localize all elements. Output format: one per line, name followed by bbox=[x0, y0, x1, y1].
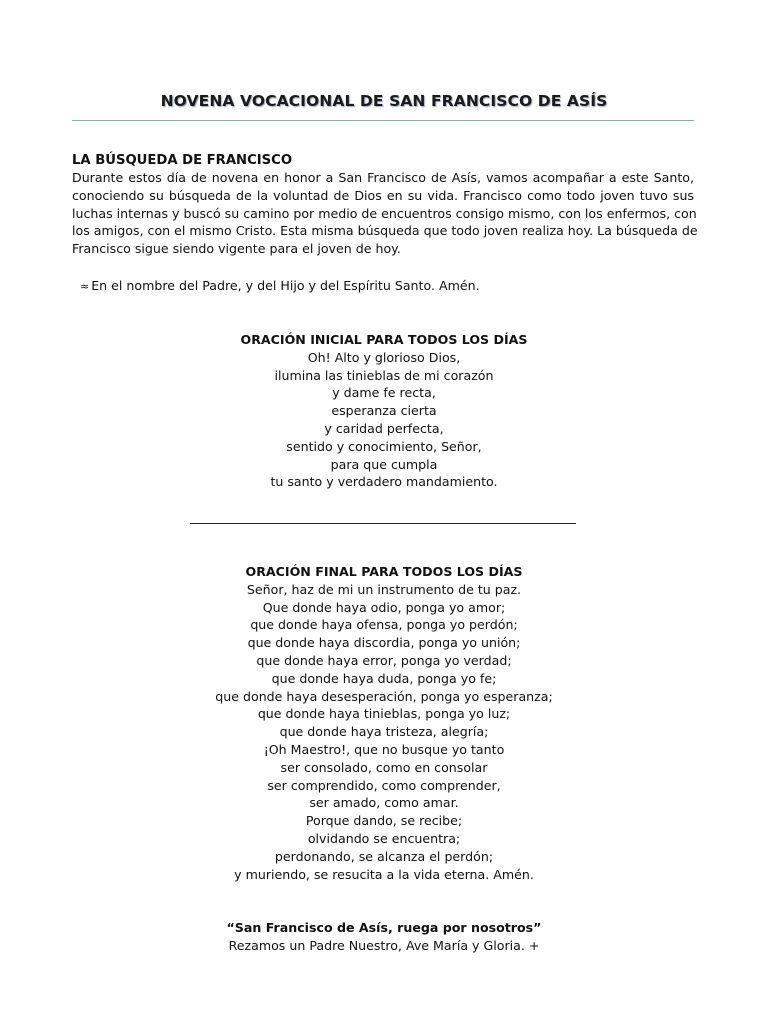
prayer-line: esperanza cierta bbox=[331, 403, 437, 419]
section-divider bbox=[190, 523, 576, 524]
prayer-line: ser comprendido, como comprender, bbox=[267, 777, 501, 793]
prayer-line: Señor, haz de mi un instrumento de tu paz. bbox=[246, 581, 522, 597]
intro-paragraph bbox=[72, 169, 698, 258]
intro-line: luchas internas y buscó su camino por medio de encuentros consigo mismo, con los enfermos, con bbox=[72, 205, 697, 221]
closing-invocation: “San Francisco de Asís, ruega por nosotros” bbox=[226, 920, 542, 935]
prayer-line: Oh! Alto y glorioso Dios, bbox=[307, 349, 461, 365]
prayer-line: y dame fe recta, bbox=[332, 385, 436, 401]
prayer-line: que donde haya tristeza, alegría; bbox=[279, 724, 489, 740]
intro-line: Francisco sigue siendo vigente para el joven de hoy. bbox=[72, 241, 401, 257]
prayer-line: que donde haya duda, ponga yo fe; bbox=[271, 670, 497, 686]
prayer-line: ilumina las tinieblas de mi corazón bbox=[274, 367, 494, 383]
final-prayer-heading: ORACIÓN FINAL PARA TODOS LOS DÍAS bbox=[245, 564, 523, 579]
prayer-line: tu santo y verdadero mandamiento. bbox=[270, 474, 498, 490]
prayer-line: que donde haya error, ponga yo verdad; bbox=[256, 652, 512, 668]
prayer-line: que donde haya ofensa, ponga yo perdón; bbox=[250, 617, 518, 633]
intro-line: los amigos, con el mismo Cristo. Esta misma búsqueda que todo joven realiza hoy. La búsqueda de bbox=[72, 223, 698, 239]
prayer-line: para que cumpla bbox=[330, 456, 438, 472]
initial-prayer-heading: ORACIÓN INICIAL PARA TODOS LOS DÍAS bbox=[240, 332, 528, 347]
closing-instruction: Rezamos un Padre Nuestro, Ave María y Gloria. + bbox=[228, 938, 540, 953]
prayer-line: que donde haya desesperación, ponga yo esperanza; bbox=[215, 688, 553, 704]
prayer-line: ser consolado, como en consolar bbox=[280, 759, 488, 775]
title-underline-rule bbox=[72, 120, 694, 121]
final-prayer bbox=[72, 563, 696, 883]
prayer-line: y muriendo, se resucita a la vida eterna. Amén. bbox=[234, 866, 534, 882]
prayer-line: perdonando, se alcanza el perdón; bbox=[274, 848, 494, 864]
prayer-line: ¡Oh Maestro!, que no busque yo tanto bbox=[263, 741, 505, 757]
prayer-line: sentido y conocimiento, Señor, bbox=[286, 438, 482, 454]
prayer-line: Que donde haya odio, ponga yo amor; bbox=[262, 599, 506, 615]
closing-block bbox=[72, 919, 696, 955]
section-heading: LA BÚSQUEDA DE FRANCISCO bbox=[72, 153, 293, 168]
cross-symbol-icon: ≈ bbox=[80, 280, 90, 293]
prayer-line: y caridad perfecta, bbox=[324, 420, 444, 436]
sign-of-cross-line bbox=[80, 278, 480, 293]
prayer-line: ser amado, como amar. bbox=[309, 795, 459, 811]
intro-line: Durante estos día de novena en honor a San Francisco de Asís, vamos acompañar a este Santo, bbox=[72, 170, 694, 185]
prayer-line: que donde haya discordia, ponga yo unión; bbox=[247, 635, 521, 651]
intro-line: conociendo su búsqueda de la voluntad de Dios en su vida. Francisco como todo joven tuvo sus bbox=[72, 187, 694, 203]
prayer-line: Porque dando, se recibe; bbox=[305, 813, 463, 829]
prayer-line: que donde haya tinieblas, ponga yo luz; bbox=[257, 706, 511, 722]
initial-prayer bbox=[72, 331, 696, 491]
prayer-line: olvidando se encuentra; bbox=[307, 830, 461, 846]
document-title: NOVENA VOCACIONAL DE SAN FRANCISCO DE ASÍS bbox=[160, 92, 608, 110]
sign-of-cross-text: En el nombre del Padre, y del Hijo y del Espíritu Santo. Amén. bbox=[91, 278, 480, 293]
